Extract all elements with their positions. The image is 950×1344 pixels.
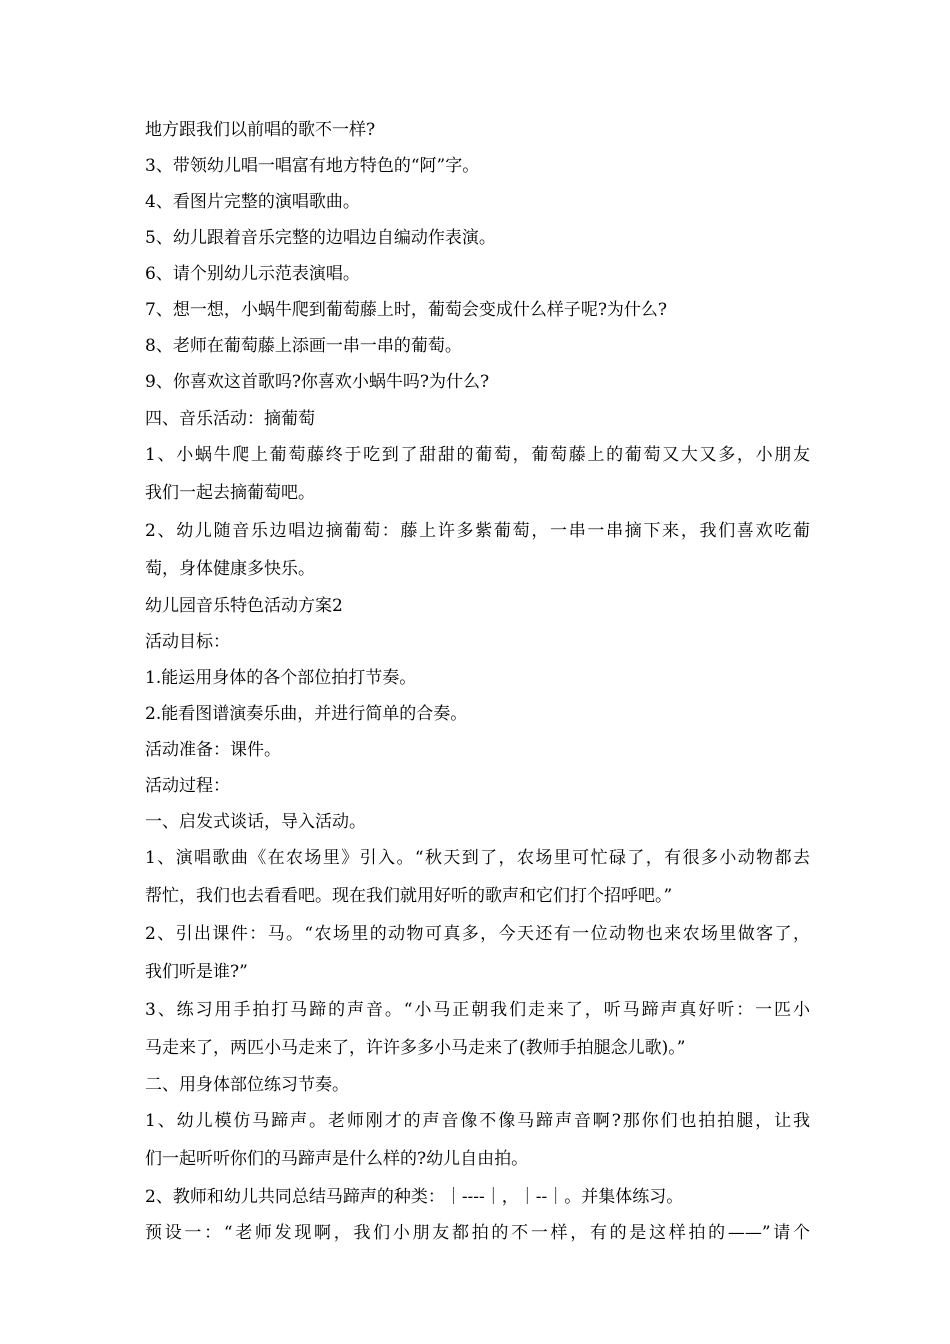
section-heading: 二、用身体部位练习节奏。 (145, 1075, 349, 1095)
text-line: 3、带领幼儿唱一唱富有地方特色的“阿”字。 (145, 156, 480, 176)
text-line: 2.能看图谱演奏乐曲，并进行简单的合奏。 (145, 704, 468, 724)
text-line: 8、老师在葡萄藤上添画一串一串的葡萄。 (145, 336, 462, 356)
text-line: 2、引出课件：马。“农场里的动物可真多，今天还有一位动物也来农场里做客了， (145, 924, 810, 944)
text-line: 预设一：“老师发现啊，我们小朋友都拍的不一样，有的是这样拍的——”请个 (145, 1223, 810, 1243)
text-line: 帮忙，我们也去看看吧。现在我们就用好听的歌声和它们打个招呼吧。” (145, 886, 673, 906)
text-line: 9、你喜欢这首歌吗?你喜欢小蜗牛吗?为什么? (145, 372, 490, 392)
text-line: 2、教师和幼儿共同总结马蹄声的种类：｜----｜，｜--｜。并集体练习。 (145, 1187, 684, 1207)
document-title: 幼儿园音乐特色活动方案2 (145, 596, 343, 616)
section-heading: 四、音乐活动：摘葡萄 (145, 409, 315, 429)
text-line: 1、演唱歌曲《在农场里》引入。“秋天到了，农场里可忙碌了，有很多小动物都去 (145, 848, 810, 868)
text-line: 活动准备：课件。 (145, 740, 281, 760)
section-heading: 活动过程： (145, 776, 230, 796)
text-line: 3、练习用手拍打马蹄的声音。“小马正朝我们走来了，听马蹄声真好听：一匹小 (145, 1000, 810, 1020)
text-line: 1、幼儿模仿马蹄声。老师刚才的声音像不像马蹄声音啊?那你们也拍拍腿，让我 (145, 1111, 810, 1131)
text-line: 6、请个别幼儿示范表演唱。 (145, 264, 360, 284)
text-line: 萄，身体健康多快乐。 (145, 559, 315, 579)
text-line: 7、想一想，小蜗牛爬到葡萄藤上时，葡萄会变成什么样子呢?为什么? (145, 300, 668, 320)
text-line: 地方跟我们以前唱的歌不一样? (145, 120, 376, 140)
text-line: 我们一起去摘葡萄吧。 (145, 483, 315, 503)
text-line: 4、看图片完整的演唱歌曲。 (145, 192, 360, 212)
text-line: 2、幼儿随音乐边唱边摘葡萄：藤上许多紫葡萄，一串一串摘下来，我们喜欢吃葡 (145, 521, 810, 541)
text-line: 们一起听听你们的马蹄声是什么样的?幼儿自由拍。 (145, 1149, 529, 1169)
text-line: 我们听是谁?” (145, 962, 248, 982)
section-heading: 活动目标： (145, 632, 230, 652)
text-line: 1.能运用身体的各个部位拍打节奏。 (145, 668, 417, 688)
section-heading: 一、启发式谈话，导入活动。 (145, 812, 366, 832)
text-line: 5、幼儿跟着音乐完整的边唱边自编动作表演。 (145, 228, 496, 248)
text-line: 1、小蜗牛爬上葡萄藤终于吃到了甜甜的葡萄，葡萄藤上的葡萄又大又多，小朋友 (145, 445, 810, 465)
text-line: 马走来了，两匹小马走来了，许许多多小马走来了(教师手拍腿念儿歌)。” (145, 1038, 686, 1058)
